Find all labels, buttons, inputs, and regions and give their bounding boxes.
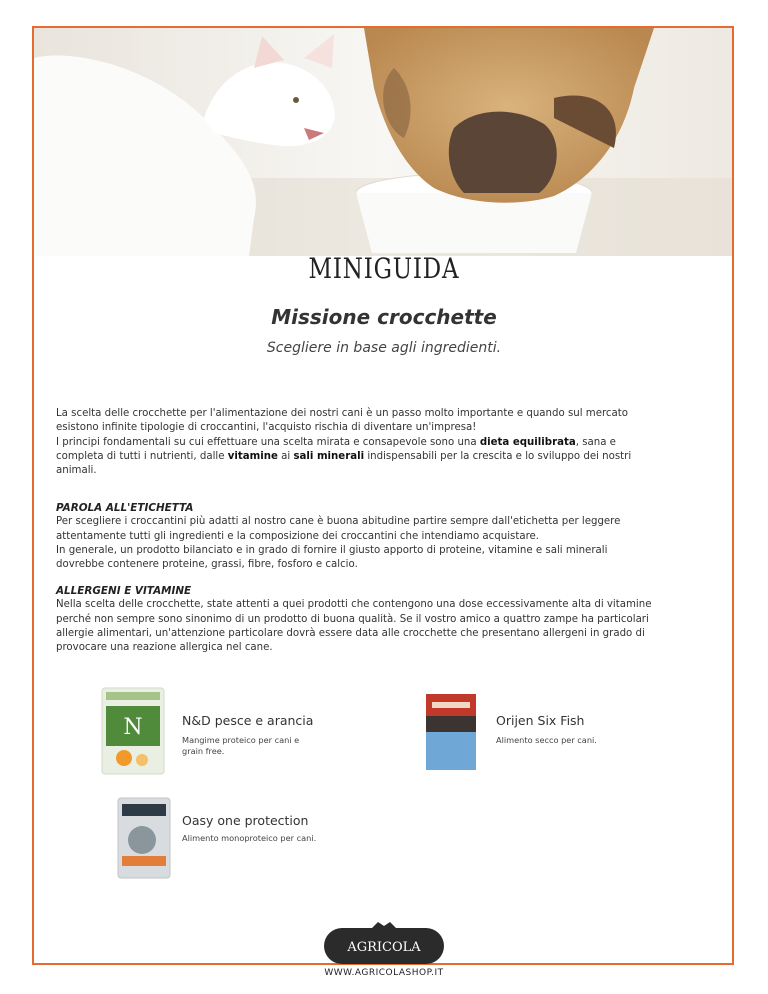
intro-text-b: , sana e completa di tutti i nutrienti, dalle xyxy=(56,436,616,462)
bold-vitamine: vitamine xyxy=(227,450,278,462)
intro-text-d: indispensabili per la crescita e lo sviluppo dei nostri animali. xyxy=(56,450,632,477)
intro-line-2 xyxy=(56,436,656,479)
product-name-nd: N&D pesce e arancia xyxy=(182,713,314,728)
bold-dieta-equilibrata: dieta equilibrata xyxy=(479,436,576,448)
section-etichetta-heading: PAROLA ALL'ETICHETTA xyxy=(56,502,194,514)
section-allergeni-heading: ALLERGENI E VITAMINE xyxy=(56,585,192,597)
product-image-oasy xyxy=(112,796,176,880)
svg-text:AGRICOLA: AGRICOLA xyxy=(347,940,421,955)
section-etichetta-p2: In generale, un prodotto bilanciato e in grado di fornire il giusto apporto di proteine, vitamine e sali minerali dovrebbe contenere proteine, grassi, fibre, fosforo e calcio. xyxy=(56,544,608,571)
product-desc-orijen: Alimento secco per cani. xyxy=(496,735,597,745)
bold-sali-minerali: sali minerali xyxy=(293,450,365,462)
section-etichetta xyxy=(56,501,656,572)
intro-line-1: La scelta delle crocchette per l'alimentazione dei nostri cani è un passo molto importante e quando sul mercato esistono infinite tipologie di croccantini, l'acquisto rischia di diventare un'impresa! xyxy=(56,408,629,434)
section-etichetta-p1: Per scegliere i croccantini più adatti al nostro cane è buona abitudine partire sempre dall'etichetta per leggere attentamente tutti gli ingredienti e la composizione dei croccantini che intendiamo acquistare. xyxy=(56,516,621,542)
product-name-oasy: Oasy one protection xyxy=(182,813,309,828)
section-allergeni-p1: Nella scelta delle crocchette, state attenti a quei prodotti che contengono una dose eccessivamente alta di vitamine perché non sempre sono sinonimo di un prodotto di buona qualità. Se il vostro amico a quattro zampe ha particolari allergie alimentari, un'attenzione particolare dovrà essere data alle crocchette che presentano allergeni in grado di provocare una reazione allergica nel cane. xyxy=(56,599,652,654)
section-allergeni xyxy=(56,584,656,655)
product-desc-oasy: Alimento monoproteico per cani. xyxy=(182,833,317,843)
svg-text:N: N xyxy=(123,715,143,740)
intro-text-c: ai xyxy=(277,450,294,462)
product-image-nd xyxy=(92,686,176,776)
product-desc-nd: Mangime proteico per cani e grain free. xyxy=(182,735,300,756)
agricola-logo xyxy=(322,920,446,972)
page-tagline: Scegliere in base agli ingredienti. xyxy=(266,340,502,356)
intro-text-a: I principi fondamentali su cui effettuare una scelta mirata e consapevole sono una xyxy=(56,436,480,448)
page-subtitle: Missione crocchette xyxy=(271,305,497,329)
page-title: MINIGUIDA xyxy=(308,252,460,285)
product-image-orijen xyxy=(420,692,482,772)
website-url[interactable]: WWW.AGRICOLASHOP.IT xyxy=(324,968,444,978)
hero-image-cat-and-dog xyxy=(34,28,732,256)
intro-paragraph xyxy=(56,407,656,478)
product-name-orijen: Orijen Six Fish xyxy=(496,713,585,728)
